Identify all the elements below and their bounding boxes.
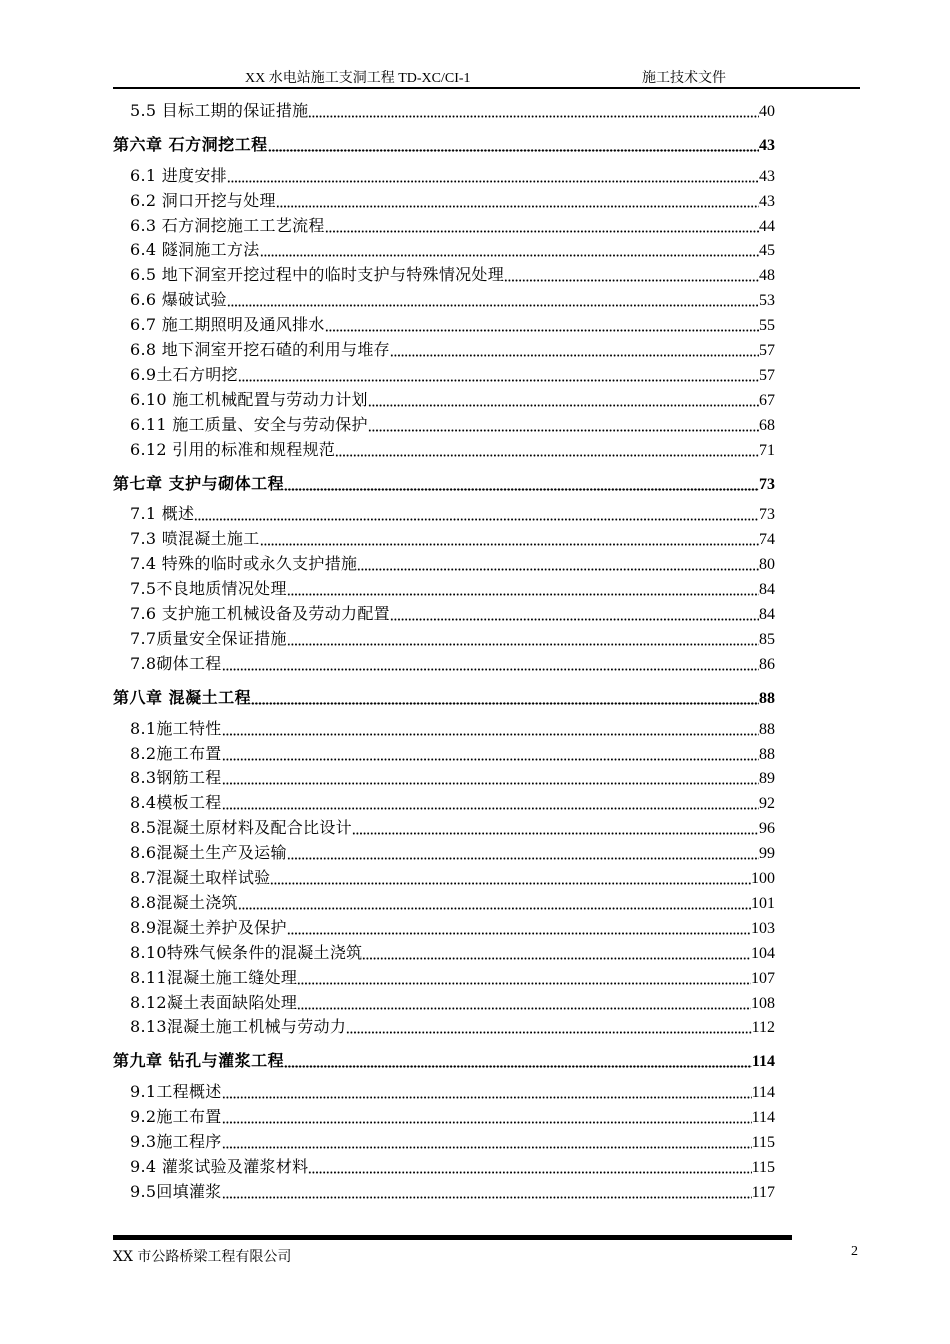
toc-dot-leader	[287, 580, 759, 596]
toc-entry-label: 6.6 爆破试验	[130, 290, 227, 310]
toc-entry-page: 53	[759, 292, 775, 310]
toc-entry-label: 6.10 施工机械配置与劳动力计划	[130, 389, 368, 409]
toc-dot-leader	[346, 1018, 751, 1034]
toc-dot-leader	[276, 192, 759, 208]
toc-entry-label: 6.9土石方明挖	[130, 364, 238, 384]
toc-entry-page: 100	[751, 870, 775, 888]
toc-dot-leader	[222, 720, 759, 736]
toc-entry-label: 第九章 钻孔与灌浆工程	[113, 1051, 285, 1071]
toc-entry-label: 8.8混凝土浇筑	[130, 892, 238, 912]
toc-section-entry[interactable]	[113, 260, 775, 285]
toc-dot-leader	[352, 819, 759, 835]
toc-section-entry[interactable]	[113, 714, 775, 739]
toc-entry-page: 101	[751, 894, 775, 912]
toc-section-entry[interactable]	[113, 788, 775, 813]
toc-section-entry[interactable]	[113, 385, 775, 410]
toc-dot-leader	[357, 555, 759, 571]
toc-entry-page: 73	[759, 506, 775, 524]
toc-entry-page: 80	[759, 556, 775, 574]
toc-entry-page: 92	[759, 795, 775, 813]
toc-entry-page: 114	[751, 1084, 775, 1102]
toc-entry-label: 9.5回填灌浆	[130, 1181, 222, 1201]
toc-entry-page: 44	[759, 217, 775, 235]
toc-section-entry[interactable]	[113, 863, 775, 888]
toc-dot-leader	[325, 217, 759, 233]
toc-section-entry[interactable]	[113, 211, 775, 236]
toc-dot-leader	[238, 366, 759, 382]
toc-section-entry[interactable]	[113, 963, 775, 988]
toc-section-entry[interactable]	[113, 360, 775, 385]
toc-entry-page: 104	[751, 944, 775, 962]
toc-dot-leader	[222, 794, 759, 810]
toc-chapter-entry[interactable]	[113, 674, 775, 708]
toc-entry-label: 6.1 进度安排	[130, 165, 227, 185]
toc-section-entry[interactable]	[113, 739, 775, 764]
toc-entry-label: 8.2施工布置	[130, 743, 222, 763]
toc-entry-page: 84	[759, 581, 775, 599]
toc-entry-label: 7.8砌体工程	[130, 653, 222, 673]
toc-entry-label: 7.7质量安全保证措施	[130, 628, 287, 648]
toc-entry-label: 6.3 石方洞挖施工工艺流程	[130, 215, 325, 235]
toc-dot-leader	[390, 341, 759, 357]
toc-chapter-entry[interactable]	[113, 460, 775, 494]
toc-dot-leader	[390, 605, 759, 621]
toc-entry-label: 6.11 施工质量、安全与劳动保护	[130, 414, 368, 434]
toc-dot-leader	[284, 1052, 752, 1068]
toc-entry-label: 9.4 灌浆试验及灌浆材料	[130, 1156, 309, 1176]
toc-entry-label: 8.13混凝土施工机械与劳动力	[130, 1017, 347, 1037]
toc-entry-label: 6.8 地下洞室开挖石碴的利用与堆存	[130, 340, 390, 360]
toc-entry-label: 9.2施工布置	[130, 1107, 222, 1127]
toc-dot-leader	[287, 630, 759, 646]
header-project-title: XX 水电站施工支洞工程 TD-XC/CI-1	[245, 71, 471, 86]
toc-dot-leader	[284, 475, 759, 491]
toc-entry-label: 9.1工程概述	[130, 1082, 222, 1102]
footer-company-name: XX 市公路桥梁工程有限公司	[113, 1249, 292, 1265]
toc-entry-page: 115	[751, 1134, 775, 1152]
toc-dot-leader	[222, 1133, 752, 1149]
toc-entry-page: 103	[751, 919, 775, 937]
toc-dot-leader	[287, 919, 751, 935]
toc-section-entry[interactable]	[113, 186, 775, 211]
toc-entry-label: 8.12凝土表面缺陷处理	[130, 992, 298, 1012]
toc-section-entry[interactable]	[113, 310, 775, 335]
toc-dot-leader	[268, 136, 759, 152]
toc-section-entry[interactable]	[113, 649, 775, 674]
toc-section-entry[interactable]	[113, 236, 775, 261]
toc-entry-label: 7.4 特殊的临时或永久支护措施	[130, 554, 358, 574]
toc-dot-leader	[368, 416, 759, 432]
toc-entry-page: 57	[759, 366, 775, 384]
toc-dot-leader	[335, 441, 759, 457]
toc-entry-page: 112	[751, 1019, 775, 1037]
toc-dot-leader	[297, 969, 751, 985]
toc-section-entry[interactable]	[113, 599, 775, 624]
toc-entry-page: 73	[759, 475, 775, 493]
toc-section-entry[interactable]	[113, 1177, 775, 1202]
toc-section-entry[interactable]	[113, 813, 775, 838]
toc-dot-leader	[222, 745, 759, 761]
footer-page-number: 2	[851, 1244, 858, 1259]
toc-entry-page: 84	[759, 606, 775, 624]
toc-dot-leader	[194, 505, 759, 521]
toc-entry-page: 107	[751, 969, 775, 987]
toc-dot-leader	[222, 1083, 752, 1099]
toc-entry-label: 6.5 地下洞室开挖过程中的临时支护与特殊情况处理	[130, 265, 505, 285]
toc-section-entry[interactable]	[113, 1077, 775, 1102]
table-of-contents	[113, 96, 775, 1202]
toc-section-entry[interactable]	[113, 624, 775, 649]
toc-section-entry[interactable]	[113, 764, 775, 789]
toc-entry-label: 9.3施工程序	[130, 1132, 222, 1152]
toc-section-entry[interactable]	[113, 435, 775, 460]
toc-dot-leader	[227, 291, 759, 307]
toc-entry-label: 8.6混凝土生产及运输	[130, 843, 287, 863]
toc-section-entry[interactable]	[113, 938, 775, 963]
toc-entry-page: 88	[759, 745, 775, 763]
toc-entry-page: 57	[759, 342, 775, 360]
toc-entry-page: 48	[759, 267, 775, 285]
toc-dot-leader	[270, 869, 751, 885]
toc-entry-page: 71	[759, 441, 775, 459]
toc-entry-page: 108	[751, 994, 775, 1012]
toc-entry-page: 96	[759, 820, 775, 838]
toc-dot-leader	[222, 1108, 752, 1124]
toc-entry-label: 6.4 隧洞施工方法	[130, 240, 260, 260]
toc-entry-page: 88	[759, 720, 775, 738]
toc-section-entry[interactable]	[113, 549, 775, 574]
toc-entry-page: 74	[759, 531, 775, 549]
toc-dot-leader	[222, 655, 759, 671]
toc-entry-page: 89	[759, 770, 775, 788]
toc-entry-page: 68	[759, 416, 775, 434]
header-document-type: 施工技术文件	[642, 70, 726, 86]
toc-dot-leader	[238, 894, 751, 910]
toc-dot-leader	[297, 994, 751, 1010]
toc-entry-label: 第六章 石方洞挖工程	[113, 134, 268, 154]
toc-dot-leader	[308, 102, 759, 118]
toc-entry-label: 8.3钢筋工程	[130, 768, 222, 788]
toc-entry-page: 55	[759, 317, 775, 335]
toc-entry-label: 7.1 概述	[130, 504, 195, 524]
toc-dot-leader	[308, 1158, 751, 1174]
toc-entry-page: 43	[759, 192, 775, 210]
toc-section-entry[interactable]	[113, 161, 775, 186]
toc-entry-page: 43	[759, 167, 775, 185]
toc-entry-label: 7.3 喷混凝土施工	[130, 529, 260, 549]
toc-section-entry[interactable]	[113, 524, 775, 549]
toc-entry-label: 6.12 引用的标准和规程规范	[130, 439, 336, 459]
toc-dot-leader	[362, 944, 751, 960]
toc-entry-page: 67	[759, 391, 775, 409]
toc-entry-label: 8.4模板工程	[130, 793, 222, 813]
toc-dot-leader	[251, 689, 759, 705]
footer-divider	[113, 1235, 792, 1240]
toc-entry-page: 43	[759, 136, 775, 154]
toc-dot-leader	[325, 316, 759, 332]
toc-section-entry[interactable]	[113, 574, 775, 599]
toc-dot-leader	[368, 391, 759, 407]
toc-section-entry[interactable]	[113, 888, 775, 913]
toc-section-entry[interactable]	[113, 1102, 775, 1127]
toc-entry-label: 第八章 混凝土工程	[113, 687, 252, 707]
toc-entry-label: 8.9混凝土养护及保护	[130, 917, 287, 937]
toc-dot-leader	[287, 844, 759, 860]
toc-entry-label: 8.11混凝土施工缝处理	[130, 967, 298, 987]
toc-entry-label: 8.10特殊气候条件的混凝土浇筑	[130, 942, 363, 962]
toc-entry-page: 115	[751, 1158, 775, 1176]
header-divider	[113, 87, 860, 89]
toc-entry-page: 99	[759, 845, 775, 863]
toc-chapter-entry[interactable]	[113, 121, 775, 155]
toc-entry-page: 114	[751, 1053, 775, 1071]
toc-dot-leader	[222, 1183, 752, 1199]
toc-section-entry[interactable]	[113, 410, 775, 435]
toc-entry-label: 6.2 洞口开挖与处理	[130, 190, 276, 210]
toc-section-entry[interactable]	[113, 988, 775, 1013]
toc-entry-page: 114	[751, 1109, 775, 1127]
toc-entry-page: 117	[751, 1183, 775, 1201]
toc-dot-leader	[504, 266, 759, 282]
toc-section-entry[interactable]	[113, 500, 775, 525]
toc-section-entry[interactable]	[113, 1152, 775, 1177]
toc-entry-page: 88	[759, 689, 775, 707]
toc-section-entry[interactable]	[113, 913, 775, 938]
toc-entry-page: 85	[759, 630, 775, 648]
toc-entry-label: 6.7 施工期照明及通风排水	[130, 315, 325, 335]
toc-dot-leader	[222, 769, 759, 785]
toc-section-entry[interactable]	[113, 96, 775, 121]
toc-entry-label: 7.6 支护施工机械设备及劳动力配置	[130, 604, 390, 624]
toc-dot-leader	[260, 241, 759, 257]
toc-chapter-entry[interactable]	[113, 1037, 775, 1071]
toc-section-entry[interactable]	[113, 335, 775, 360]
toc-entry-label: 7.5不良地质情况处理	[130, 579, 287, 599]
toc-entry-label: 8.1施工特性	[130, 718, 222, 738]
toc-section-entry[interactable]	[113, 838, 775, 863]
toc-entry-page: 86	[759, 655, 775, 673]
toc-entry-label: 5.5 目标工期的保证措施	[130, 100, 309, 120]
toc-entry-page: 45	[759, 242, 775, 260]
toc-section-entry[interactable]	[113, 285, 775, 310]
toc-dot-leader	[227, 167, 759, 183]
toc-entry-label: 第七章 支护与砌体工程	[113, 473, 285, 493]
toc-section-entry[interactable]	[113, 1013, 775, 1038]
toc-entry-label: 8.7混凝土取样试验	[130, 868, 271, 888]
toc-entry-page: 40	[759, 102, 775, 120]
toc-section-entry[interactable]	[113, 1127, 775, 1152]
toc-entry-label: 8.5混凝土原材料及配合比设计	[130, 818, 352, 838]
toc-dot-leader	[260, 530, 759, 546]
